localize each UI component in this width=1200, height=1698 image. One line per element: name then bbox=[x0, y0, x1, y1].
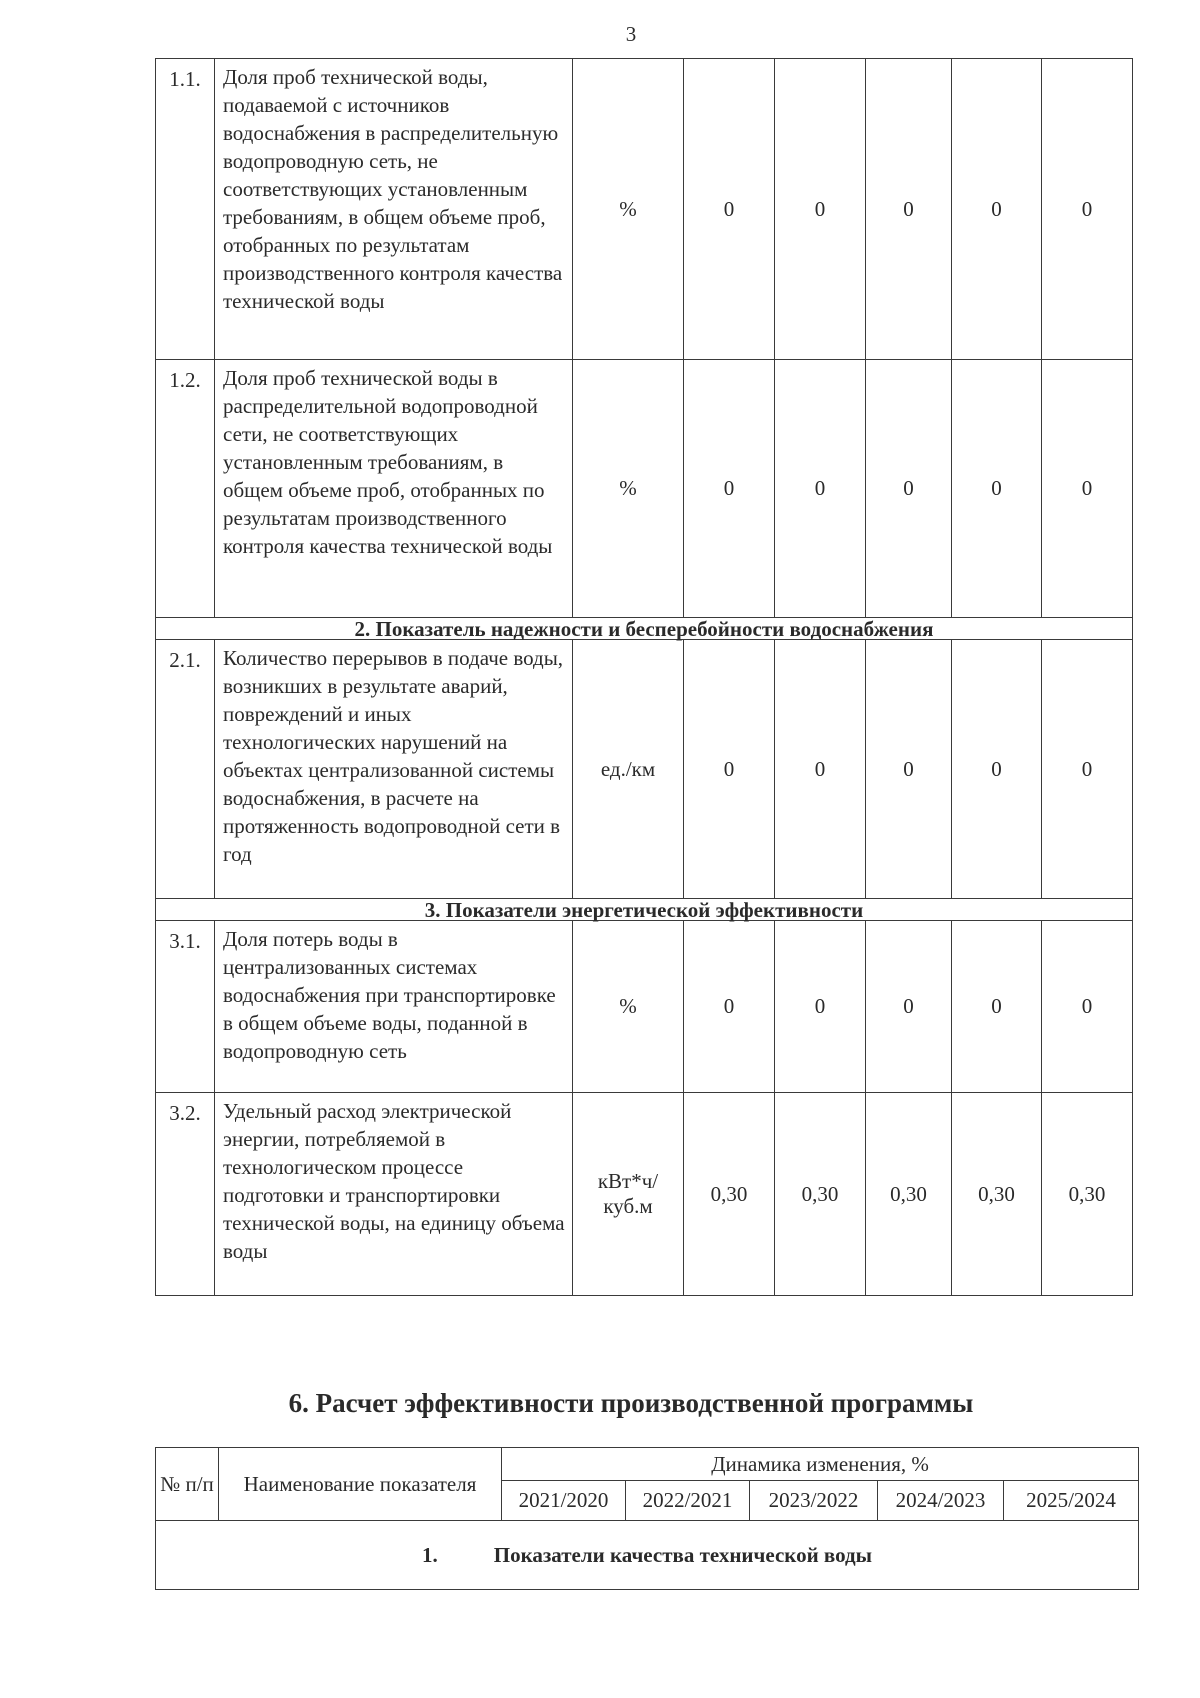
page-number: 3 bbox=[625, 22, 637, 46]
section-heading bbox=[156, 1521, 1139, 1590]
indicator-value: 0 bbox=[775, 59, 866, 360]
table-row bbox=[156, 640, 1133, 899]
indicator-value: 0 bbox=[684, 360, 775, 618]
indicator-value: 0,30 bbox=[952, 1093, 1042, 1296]
header-year: 2022/2021 bbox=[626, 1481, 750, 1521]
indicator-value: 0,30 bbox=[866, 1093, 952, 1296]
indicator-name: Доля проб технической воды в распределительной водопроводной сети, не соответствующих установленным требованиям, в общем объеме проб, отобранных по результатам производственного контроля качества технической воды bbox=[215, 360, 573, 618]
efficiency-table bbox=[155, 1447, 1139, 1590]
indicator-value: 0 bbox=[866, 921, 952, 1093]
section-heading: 2. Показатель надежности и бесперебойности водоснабжения bbox=[156, 618, 1133, 640]
indicator-name: Количество перерывов в подаче воды, возникших в результате аварий, повреждений и иных технологических нарушений на объектах централизованной системы водоснабжения, в расчете на протяженность водопроводной сети в год bbox=[215, 640, 573, 899]
table-row bbox=[156, 1093, 1133, 1296]
indicator-value: 0 bbox=[1042, 59, 1133, 360]
indicator-value: 0 bbox=[952, 59, 1042, 360]
section-row bbox=[156, 1521, 1139, 1590]
header-number: № п/п bbox=[156, 1448, 219, 1521]
indicator-value: 0 bbox=[1042, 360, 1133, 618]
row-number: 3.1. bbox=[156, 921, 215, 1093]
indicator-value: 0 bbox=[1042, 640, 1133, 899]
table-row bbox=[156, 921, 1133, 1093]
indicator-name: Удельный расход электрической энергии, потребляемой в технологическом процессе подготовки и транспортировки технической воды, на единицу объема воды bbox=[215, 1093, 573, 1296]
section-row bbox=[156, 618, 1133, 640]
indicator-name: Доля потерь воды в централизованных системах водоснабжения при транспортировке в общем объеме воды, поданной в водопроводную сеть bbox=[215, 921, 573, 1093]
header-year: 2024/2023 bbox=[878, 1481, 1004, 1521]
indicator-unit: кВт*ч/ куб.м bbox=[573, 1093, 684, 1296]
indicator-value: 0 bbox=[684, 921, 775, 1093]
header-dynamics: Динамика изменения, % bbox=[502, 1448, 1139, 1481]
indicator-name: Доля проб технической воды, подаваемой с источников водоснабжения в распределительную водопроводную сеть, не соответствующих установленным требованиям, в общем объеме проб, отобранных по результатам производственного контроля качества технической воды bbox=[215, 59, 573, 360]
indicator-value: 0 bbox=[684, 640, 775, 899]
indicator-value: 0 bbox=[684, 59, 775, 360]
indicator-unit: % bbox=[573, 59, 684, 360]
section-label: Показатели качества технической воды bbox=[493, 1542, 873, 1567]
row-number: 2.1. bbox=[156, 640, 215, 899]
header-indicator-name: Наименование показателя bbox=[219, 1448, 502, 1521]
table-row bbox=[156, 360, 1133, 618]
section-row bbox=[156, 899, 1133, 921]
section-title: 6. Расчет эффективности производственной программы bbox=[288, 1388, 974, 1418]
indicator-value: 0 bbox=[866, 640, 952, 899]
indicator-unit: % bbox=[573, 921, 684, 1093]
row-number: 1.1. bbox=[156, 59, 215, 360]
indicator-value: 0 bbox=[952, 360, 1042, 618]
header-year: 2025/2024 bbox=[1004, 1481, 1139, 1521]
indicator-value: 0 bbox=[775, 640, 866, 899]
indicator-unit: % bbox=[573, 360, 684, 618]
indicator-value: 0 bbox=[866, 59, 952, 360]
indicator-value: 0,30 bbox=[1042, 1093, 1133, 1296]
header-year: 2023/2022 bbox=[750, 1481, 878, 1521]
header-year: 2021/2020 bbox=[502, 1481, 626, 1521]
section-heading: 3. Показатели энергетической эффективности bbox=[156, 899, 1133, 921]
row-number: 1.2. bbox=[156, 360, 215, 618]
indicator-value: 0 bbox=[866, 360, 952, 618]
indicator-value: 0 bbox=[775, 360, 866, 618]
indicator-unit: ед./км bbox=[573, 640, 684, 899]
table-row bbox=[156, 59, 1133, 360]
indicators-table bbox=[155, 58, 1133, 1296]
indicator-value: 0 bbox=[952, 640, 1042, 899]
indicator-value: 0 bbox=[1042, 921, 1133, 1093]
indicator-value: 0,30 bbox=[684, 1093, 775, 1296]
header-row bbox=[156, 1448, 1139, 1481]
indicator-value: 0 bbox=[775, 921, 866, 1093]
row-number: 3.2. bbox=[156, 1093, 215, 1296]
section-number: 1. bbox=[421, 1542, 438, 1567]
indicator-value: 0 bbox=[952, 921, 1042, 1093]
indicator-value: 0,30 bbox=[775, 1093, 866, 1296]
